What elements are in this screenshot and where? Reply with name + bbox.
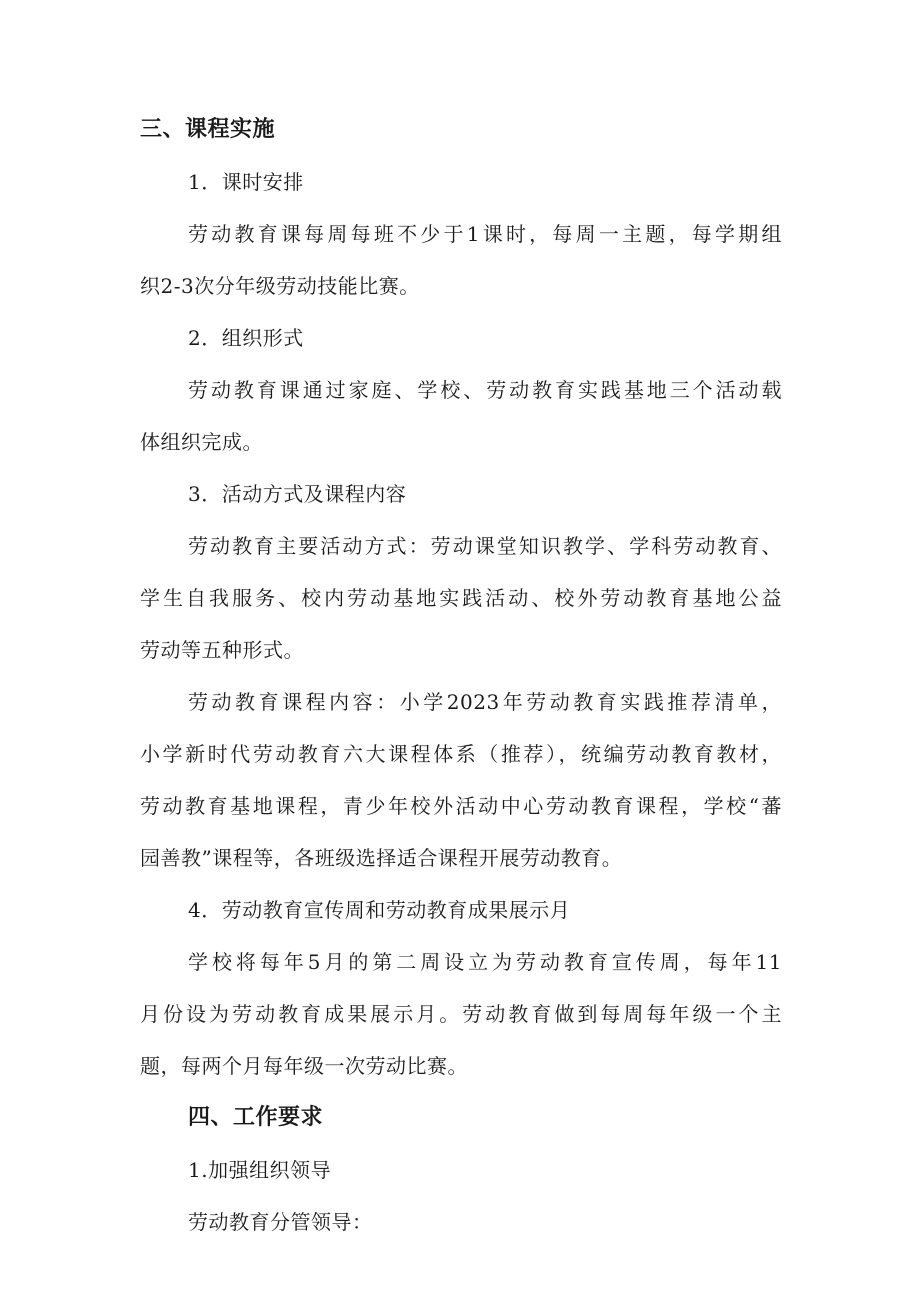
paragraph-line: 月份设为劳动教育成果展示月。劳动教育做到每周每年级一个主 <box>140 1002 782 1026</box>
paragraph-line: 劳动教育分管领导： <box>188 1210 373 1234</box>
subheading-publicity-week: 4．劳动教育宣传周和劳动教育成果展示月 <box>188 898 571 922</box>
paragraph-line: 题，每两个月每年级一次劳动比赛。 <box>140 1054 468 1078</box>
paragraph-line: 体组织完成。 <box>140 430 263 454</box>
subheading-activity-methods: 3．活动方式及课程内容 <box>188 482 407 506</box>
paragraph-line: 劳动教育课程内容：小学2023年劳动教育实践推荐清单， <box>188 690 782 714</box>
paragraph-line: 劳动教育主要活动方式：劳动课堂知识教学、学科劳动教育、 <box>188 534 782 558</box>
paragraph-line: 劳动教育课通过家庭、学校、劳动教育实践基地三个活动载 <box>188 378 782 402</box>
paragraph-line: 学生自我服务、校内劳动基地实践活动、校外劳动教育基地公益 <box>140 586 782 610</box>
document-body <box>140 104 782 1248</box>
subheading-strengthen-leadership: 1.加强组织领导 <box>188 1158 332 1182</box>
paragraph-line: 劳动等五种形式。 <box>140 638 304 662</box>
paragraph-line: 学校将每年5月的第二周设立为劳动教育宣传周，每年11 <box>188 950 782 974</box>
section-heading-work-requirements: 四、工作要求 <box>188 1105 324 1130</box>
paragraph-line: 劳动教育基地课程，青少年校外活动中心劳动教育课程，学校“蕃 <box>140 794 782 818</box>
paragraph-line: 织2-3次分年级劳动技能比赛。 <box>140 274 420 298</box>
section-heading-curriculum-implementation: 三、课程实施 <box>140 117 276 142</box>
subheading-organization-form: 2．组织形式 <box>188 326 304 350</box>
paragraph-line: 劳动教育课每周每班不少于1课时，每周一主题，每学期组 <box>188 222 782 246</box>
subheading-class-hours: 1．课时安排 <box>188 170 304 194</box>
paragraph-line: 小学新时代劳动教育六大课程体系（推荐），统编劳动教育教材， <box>140 742 782 766</box>
paragraph-line: 园善教”课程等，各班级选择适合课程开展劳动教育。 <box>140 846 623 870</box>
